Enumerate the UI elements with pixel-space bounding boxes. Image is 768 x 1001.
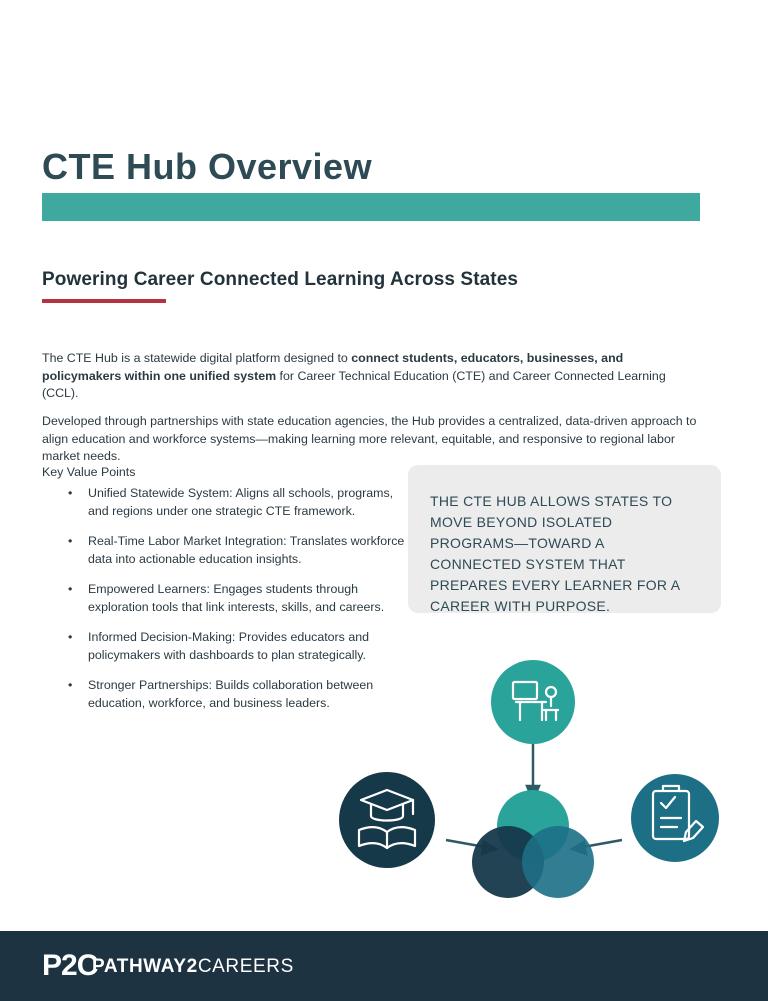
brand-word-pathway: PATHWAY — [92, 956, 187, 977]
venn-center — [472, 790, 594, 898]
brand-word-careers: CAREERS — [197, 956, 294, 977]
bullet-marker-icon: • — [68, 582, 73, 596]
credential-node — [631, 774, 719, 862]
pull-quote-text: THE CTE HUB ALLOWS STATES TO MOVE BEYOND ISOLATED PROGRAMS—TOWARD A CONNECTED SYSTEM THAT PREPARES EVERY LEARNER FOR A CAREER WITH PURPOSE. — [430, 493, 680, 614]
bullet-marker-icon: • — [68, 534, 73, 548]
list-item — [60, 485, 415, 520]
list-item — [60, 533, 415, 568]
intro-paragraph — [42, 350, 697, 403]
header-accent-bar — [42, 193, 700, 221]
list-item-text: Unified Statewide System: Aligns all schools, programs, and regions under one strategic CTE framework. — [88, 486, 394, 518]
list-item-text: Empowered Learners: Engages students through exploration tools that link interests, skills, and careers. — [88, 582, 385, 614]
intro-paragraph-pre: The CTE Hub is a statewide digital platform designed to — [42, 351, 352, 366]
list-item — [60, 581, 415, 616]
brand-wordmark — [92, 956, 294, 978]
p2c-logo-icon: P2C — [42, 949, 98, 982]
key-value-points-label: Key Value Points — [42, 465, 136, 479]
pull-quote-callout — [408, 465, 721, 613]
bullet-marker-icon: • — [68, 630, 73, 644]
bullet-marker-icon: • — [68, 678, 73, 692]
list-item-text: Informed Decision-Making: Provides educators and policymakers with dashboards to plan strategically. — [88, 630, 369, 662]
list-item-text: Real-Time Labor Market Integration: Translates workforce data into actionable education insights. — [88, 534, 405, 566]
page-subtitle: Powering Career Connected Learning Across States — [42, 268, 519, 290]
education-node — [339, 772, 435, 868]
page-title: CTE Hub Overview — [42, 146, 373, 188]
workstation-node — [491, 660, 575, 744]
brand-word-two: 2 — [186, 956, 198, 977]
page-footer — [0, 931, 768, 1001]
subtitle-underline-rule — [42, 299, 166, 303]
secondary-paragraph: Developed through partnerships with state education agencies, the Hub provides a centralized, data-driven approach to align education and workforce systems—making learning more relevant, equitable, and responsive to regional labor market needs. — [42, 414, 697, 464]
intro-paragraph-bold: connect students, educators, businesses, and policymakers within one unified system — [42, 351, 624, 383]
list-item-text: Stronger Partnerships: Builds collaboration between education, workforce, and business leaders. — [88, 678, 374, 710]
bullet-marker-icon: • — [68, 486, 73, 500]
intro-paragraph-post: for Career Technical Education (CTE) and Career Connected Learning (CCL). — [42, 368, 666, 401]
connected-system-diagram — [330, 640, 730, 915]
